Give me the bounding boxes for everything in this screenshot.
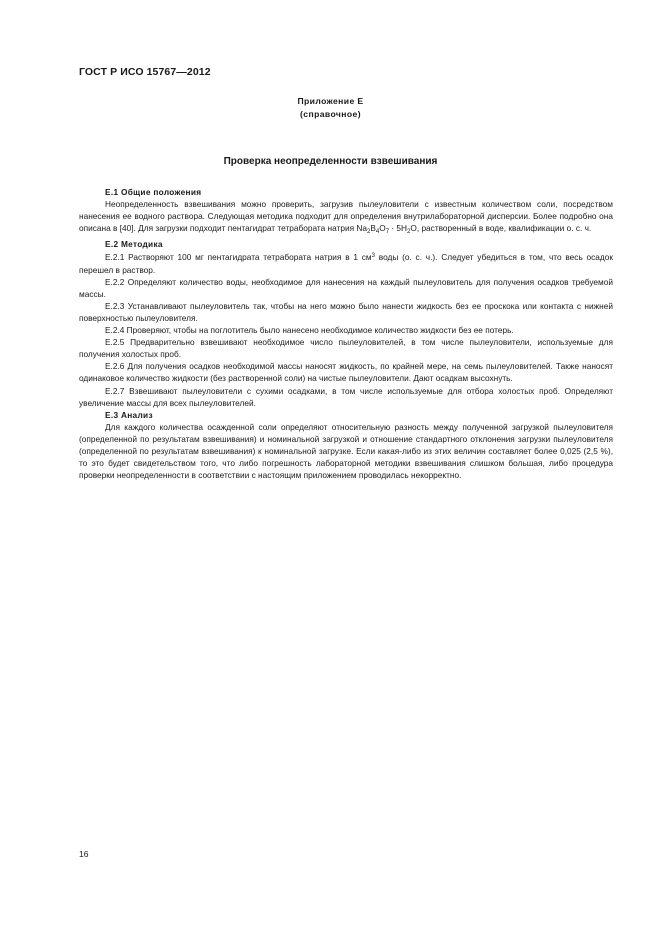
document-title: Проверка неопределенности взвешивания: [223, 156, 438, 167]
document-body: [79, 186, 613, 481]
paragraph-text: O, растворенный в воде, квалификации о. с. ч.: [410, 223, 592, 234]
paragraph-text: воды (о. с. ч.). Следует убедиться в том, что весь осадок перешел в раствор.: [79, 252, 613, 275]
formula-subscript: 2: [407, 229, 411, 236]
paragraph-e2-1: [79, 250, 613, 275]
page-number: 16: [79, 849, 89, 859]
formula-subscript: 2: [367, 229, 371, 236]
formula-subscript: 7: [385, 229, 390, 236]
paragraph-e2-4: Е.2.4 Проверяют, чтобы на поглотитель было нанесено необходимое количество жидкости без ее потерь.: [105, 325, 514, 336]
section-heading-e1: Е.1 Общие положения: [105, 187, 202, 197]
paragraph-text: Неопределенность взвешивания можно проверить, загрузив пылеуловители с известным количеством соли, посредством нанесения ее водного раствора. Следующая методика подходит для определения внутрилабораторной дисперсии. Более подробно она описана в [40]. Для загрузки подходит пентагидрат тетрабората натрия Na: [79, 199, 613, 234]
paragraph-e2-2: Е.2.2 Определяют количество воды, необходимое для нанесения на каждый пылеуловитель для получения осадков требуемой массы.: [79, 276, 613, 299]
paragraph-e2-7: Е.2.7 Взвешивают пылеуловители с сухими осадками, в том числе используемые для отбора холостых проб. Определяют увеличение массы для всех пылеуловителей.: [79, 385, 613, 408]
unit-superscript: 3: [371, 253, 375, 260]
paragraph-e3-analysis: Для каждого количества осажденной соли определяют относительную разность между полученной загрузкой пылеуловителя (определенной по результатам взвешивания) и номинальной загрузкой и отношение стандартного отклонения загрузки пылеуловителя (определенной по результатам взвешивания) к номинальной загрузке. Если какая-либо из этих величин составляет более 0,025 (2,5 %), то это будет свидетельством того, что либо погрешность лабораторной методики взвешивания слишком большая, либо процедура проверки неопределенности в соответствии с настоящим приложением проводилась некорректно.: [79, 421, 613, 481]
formula-subscript: 4: [375, 229, 380, 236]
standard-header: ГОСТ Р ИСО 15767—2012: [79, 66, 211, 78]
annex-subtitle: (справочное): [300, 109, 361, 119]
annex-title: Приложение Е: [297, 96, 364, 106]
formula-text: O: [379, 223, 386, 234]
paragraph-e1-general: [79, 198, 613, 238]
paragraph-e2-6: Е.2.6 Для получения осадков необходимой массы наносят жидкость, по крайней мере, на семь пылеуловителей. Также наносят одинаковое количество жидкости (без растворенной соли) на чистые пылеуловители. Дают осадкам высохнуть.: [79, 361, 613, 384]
formula-text: B: [370, 223, 376, 234]
formula-text: · 5H: [389, 223, 408, 234]
section-heading-e3: Е.3 Анализ: [105, 409, 153, 420]
paragraph-e2-3: Е.2.3 Устанавливают пылеуловитель так, чтобы на него можно было нанести жидкость без ее проскока или контакта с нижней поверхностью пылеуловителя.: [79, 300, 613, 323]
paragraph-text: Е.2.1 Растворяют 100 мг пентагидрата тетрабората натрия в 1 см: [105, 252, 372, 263]
section-heading-e2: Е.2 Методика: [105, 239, 163, 250]
paragraph-e2-5: Е.2.5 Предварительно взвешивают необходимое число пылеуловителей, в том числе пылеуловители, используемые для получения холостых проб.: [79, 337, 613, 360]
